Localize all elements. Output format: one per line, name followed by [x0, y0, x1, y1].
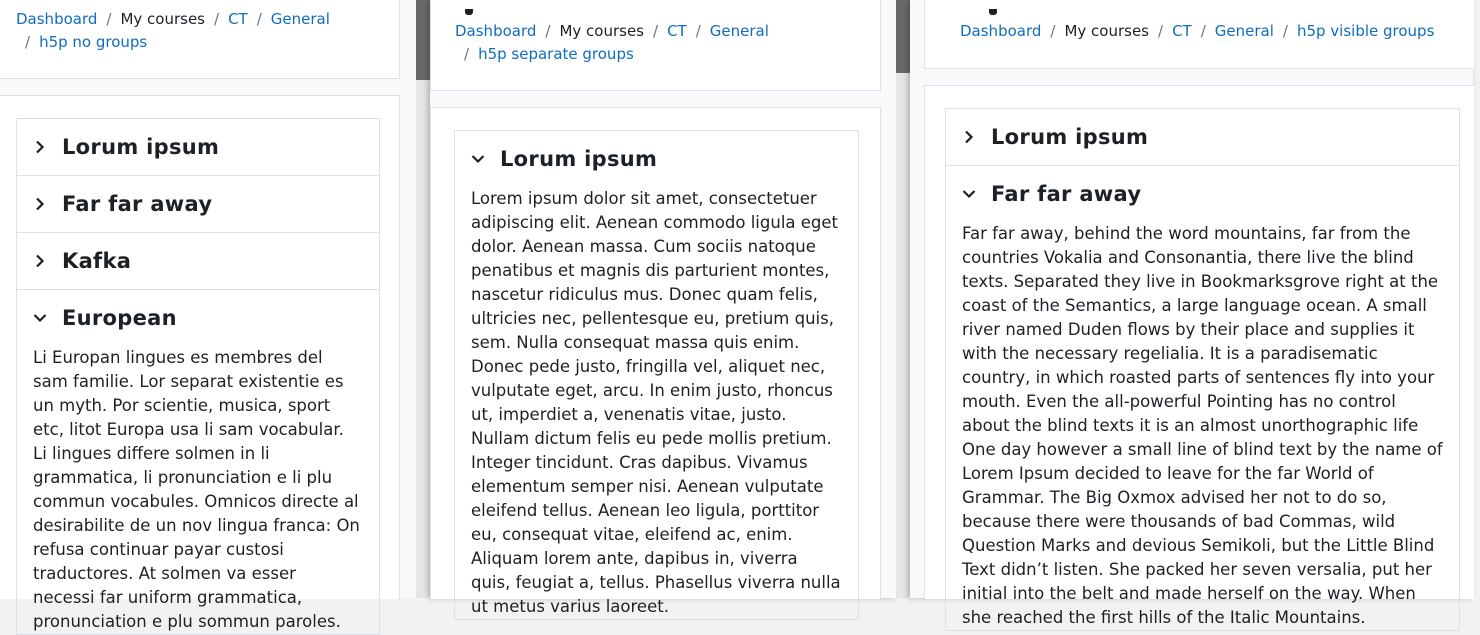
accordion-item	[17, 119, 379, 176]
accordion-title: Far far away	[991, 182, 1142, 206]
chevron-down-icon	[17, 311, 62, 325]
page-title-fragment	[465, 0, 473, 6]
page-header	[924, 0, 1474, 69]
breadcrumb: Dashboard / My courses / CT / General / h5p visible groups	[960, 22, 1435, 40]
accordion-header[interactable]	[17, 290, 379, 346]
chevron-right-icon	[946, 130, 991, 144]
breadcrumb-course-link[interactable]: CT	[228, 10, 248, 28]
chevron-right-icon	[17, 254, 62, 268]
breadcrumb-section-link[interactable]: General	[709, 22, 769, 40]
accordion-header[interactable]	[17, 233, 379, 289]
activity-content	[0, 95, 400, 631]
scrollbar-thumb[interactable]	[896, 0, 910, 73]
breadcrumb-activity-link[interactable]: h5p separate groups	[478, 45, 634, 63]
window-pane-visible-groups	[910, 0, 1473, 627]
breadcrumb-section-link[interactable]: General	[1214, 22, 1274, 40]
breadcrumb: Dashboard / My courses / CT / General / h5p no groups	[16, 10, 330, 51]
accordion-title: Lorum ipsum	[62, 135, 220, 159]
breadcrumb-dashboard-link[interactable]: Dashboard	[960, 22, 1042, 40]
accordion-panel-text: Far far away, behind the word mountains, far from the countries Vokalia and Consonantia, there live the blind texts. Separated they live in Bookmarksgrove right at the coast of the Semantics, a large language ocean. A small river named Duden flows by their place and supplies it with the necessary regelialia. It is a paradisematic country, in which roasted parts of sentences fly into your mouth. Even the all-powerful Pointing has no control about the blind texts it is an almost unorthographic life One day however a small line of blind text by the name of Lorem Ipsum decided to leave for the far World of Grammar. The Big Oxmox advised her not to do so, because there were thousands of bad Commas, wild Question Marks and devious Semikoli, but the Little Blind Text didn’t listen. She packed her seven versalia, put her initial into the belt and made herself on the way. When she reached the first hills of the Italic Mountains.	[962, 224, 1443, 627]
window-pane-separate-groups	[430, 0, 896, 616]
breadcrumb-section-link[interactable]: General	[270, 10, 330, 28]
chevron-right-icon	[17, 140, 62, 154]
accordion-panel-text: Li Europan lingues es membres del sam familie. Lor separat existentie es un myth. Por scientie, musica, sport etc, litot Europa usa li sam vocabular. Li lingues differe solmen in li grammatica, li pronunciation e li plu commun vocabules. Omnicos directe al desirabilite de un nov lingua franca: On refusa continuar payar custosi traductores. At solmen va esser necessi far uniform grammatica, pronunciation e plu sommun paroles.	[33, 348, 360, 631]
accordion-item	[17, 233, 379, 290]
accordion-header[interactable]	[946, 166, 1459, 222]
breadcrumb-my-courses: My courses	[1064, 22, 1149, 40]
page-header	[0, 0, 400, 79]
accordion-item-expanded	[455, 131, 858, 620]
breadcrumb-my-courses: My courses	[559, 22, 644, 40]
breadcrumb-my-courses: My courses	[120, 10, 205, 28]
h5p-accordion	[945, 108, 1460, 631]
breadcrumb-activity-link[interactable]: h5p visible groups	[1296, 22, 1435, 40]
accordion-header[interactable]	[17, 119, 379, 175]
scrollbar-track[interactable]	[896, 73, 910, 598]
accordion-title: European	[62, 306, 177, 330]
breadcrumb-course-link[interactable]: CT	[667, 22, 687, 40]
accordion-item-expanded	[946, 166, 1459, 631]
accordion-header[interactable]	[455, 131, 858, 187]
accordion-panel-text: Lorem ipsum dolor sit amet, consectetuer adipiscing elit. Aenean commodo ligula eget dolor. Aenean massa. Cum sociis natoque penatibus et magnis dis parturient montes, nascetur ridiculus mus. Donec quam felis, ultricies nec, pellentesque eu, pretium quis, sem. Nulla consequat massa quis enim. Donec pede justo, fringilla vel, aliquet nec, vulputate eget, arcu. In enim justo, rhoncus ut, imperdiet a, venenatis vitae, justo. Nullam dictum felis eu pede mollis pretium. Integer tincidunt. Cras dapibus. Vivamus elementum semper nisi. Aenean vulputate eleifend tellus. Aenean leo ligula, porttitor eu, consequat vitae, eleifend ac, enim. Aliquam lorem ante, dapibus in, viverra quis, feugiat a, tellus. Phasellus viverra nulla ut metus varius laoreet.	[471, 189, 841, 616]
activity-content	[924, 85, 1474, 627]
accordion-title: Kafka	[62, 249, 132, 273]
breadcrumb-dashboard-link[interactable]: Dashboard	[455, 22, 537, 40]
scrollbar-track[interactable]	[416, 80, 430, 598]
page-header	[430, 0, 881, 91]
chevron-down-icon	[455, 152, 500, 166]
chevron-down-icon	[946, 187, 991, 201]
breadcrumb-activity-link[interactable]: h5p no groups	[39, 33, 148, 51]
window-pane-no-groups	[0, 0, 416, 631]
accordion-header[interactable]	[17, 176, 379, 232]
activity-content	[430, 107, 881, 616]
accordion-title: Far far away	[62, 192, 213, 216]
accordion-title: Lorum ipsum	[500, 147, 658, 171]
page-title-fragment	[989, 0, 997, 6]
breadcrumb: Dashboard / My courses / CT / General / h5p separate groups	[455, 22, 769, 63]
accordion-item	[946, 109, 1459, 166]
scrollbar-thumb[interactable]	[416, 0, 430, 80]
accordion-item-expanded	[17, 290, 379, 635]
accordion-header[interactable]	[946, 109, 1459, 165]
chevron-right-icon	[17, 197, 62, 211]
h5p-accordion	[16, 118, 380, 635]
accordion-title: Lorum ipsum	[991, 125, 1149, 149]
h5p-accordion	[454, 130, 859, 620]
breadcrumb-course-link[interactable]: CT	[1172, 22, 1192, 40]
accordion-item	[17, 176, 379, 233]
breadcrumb-dashboard-link[interactable]: Dashboard	[16, 10, 98, 28]
